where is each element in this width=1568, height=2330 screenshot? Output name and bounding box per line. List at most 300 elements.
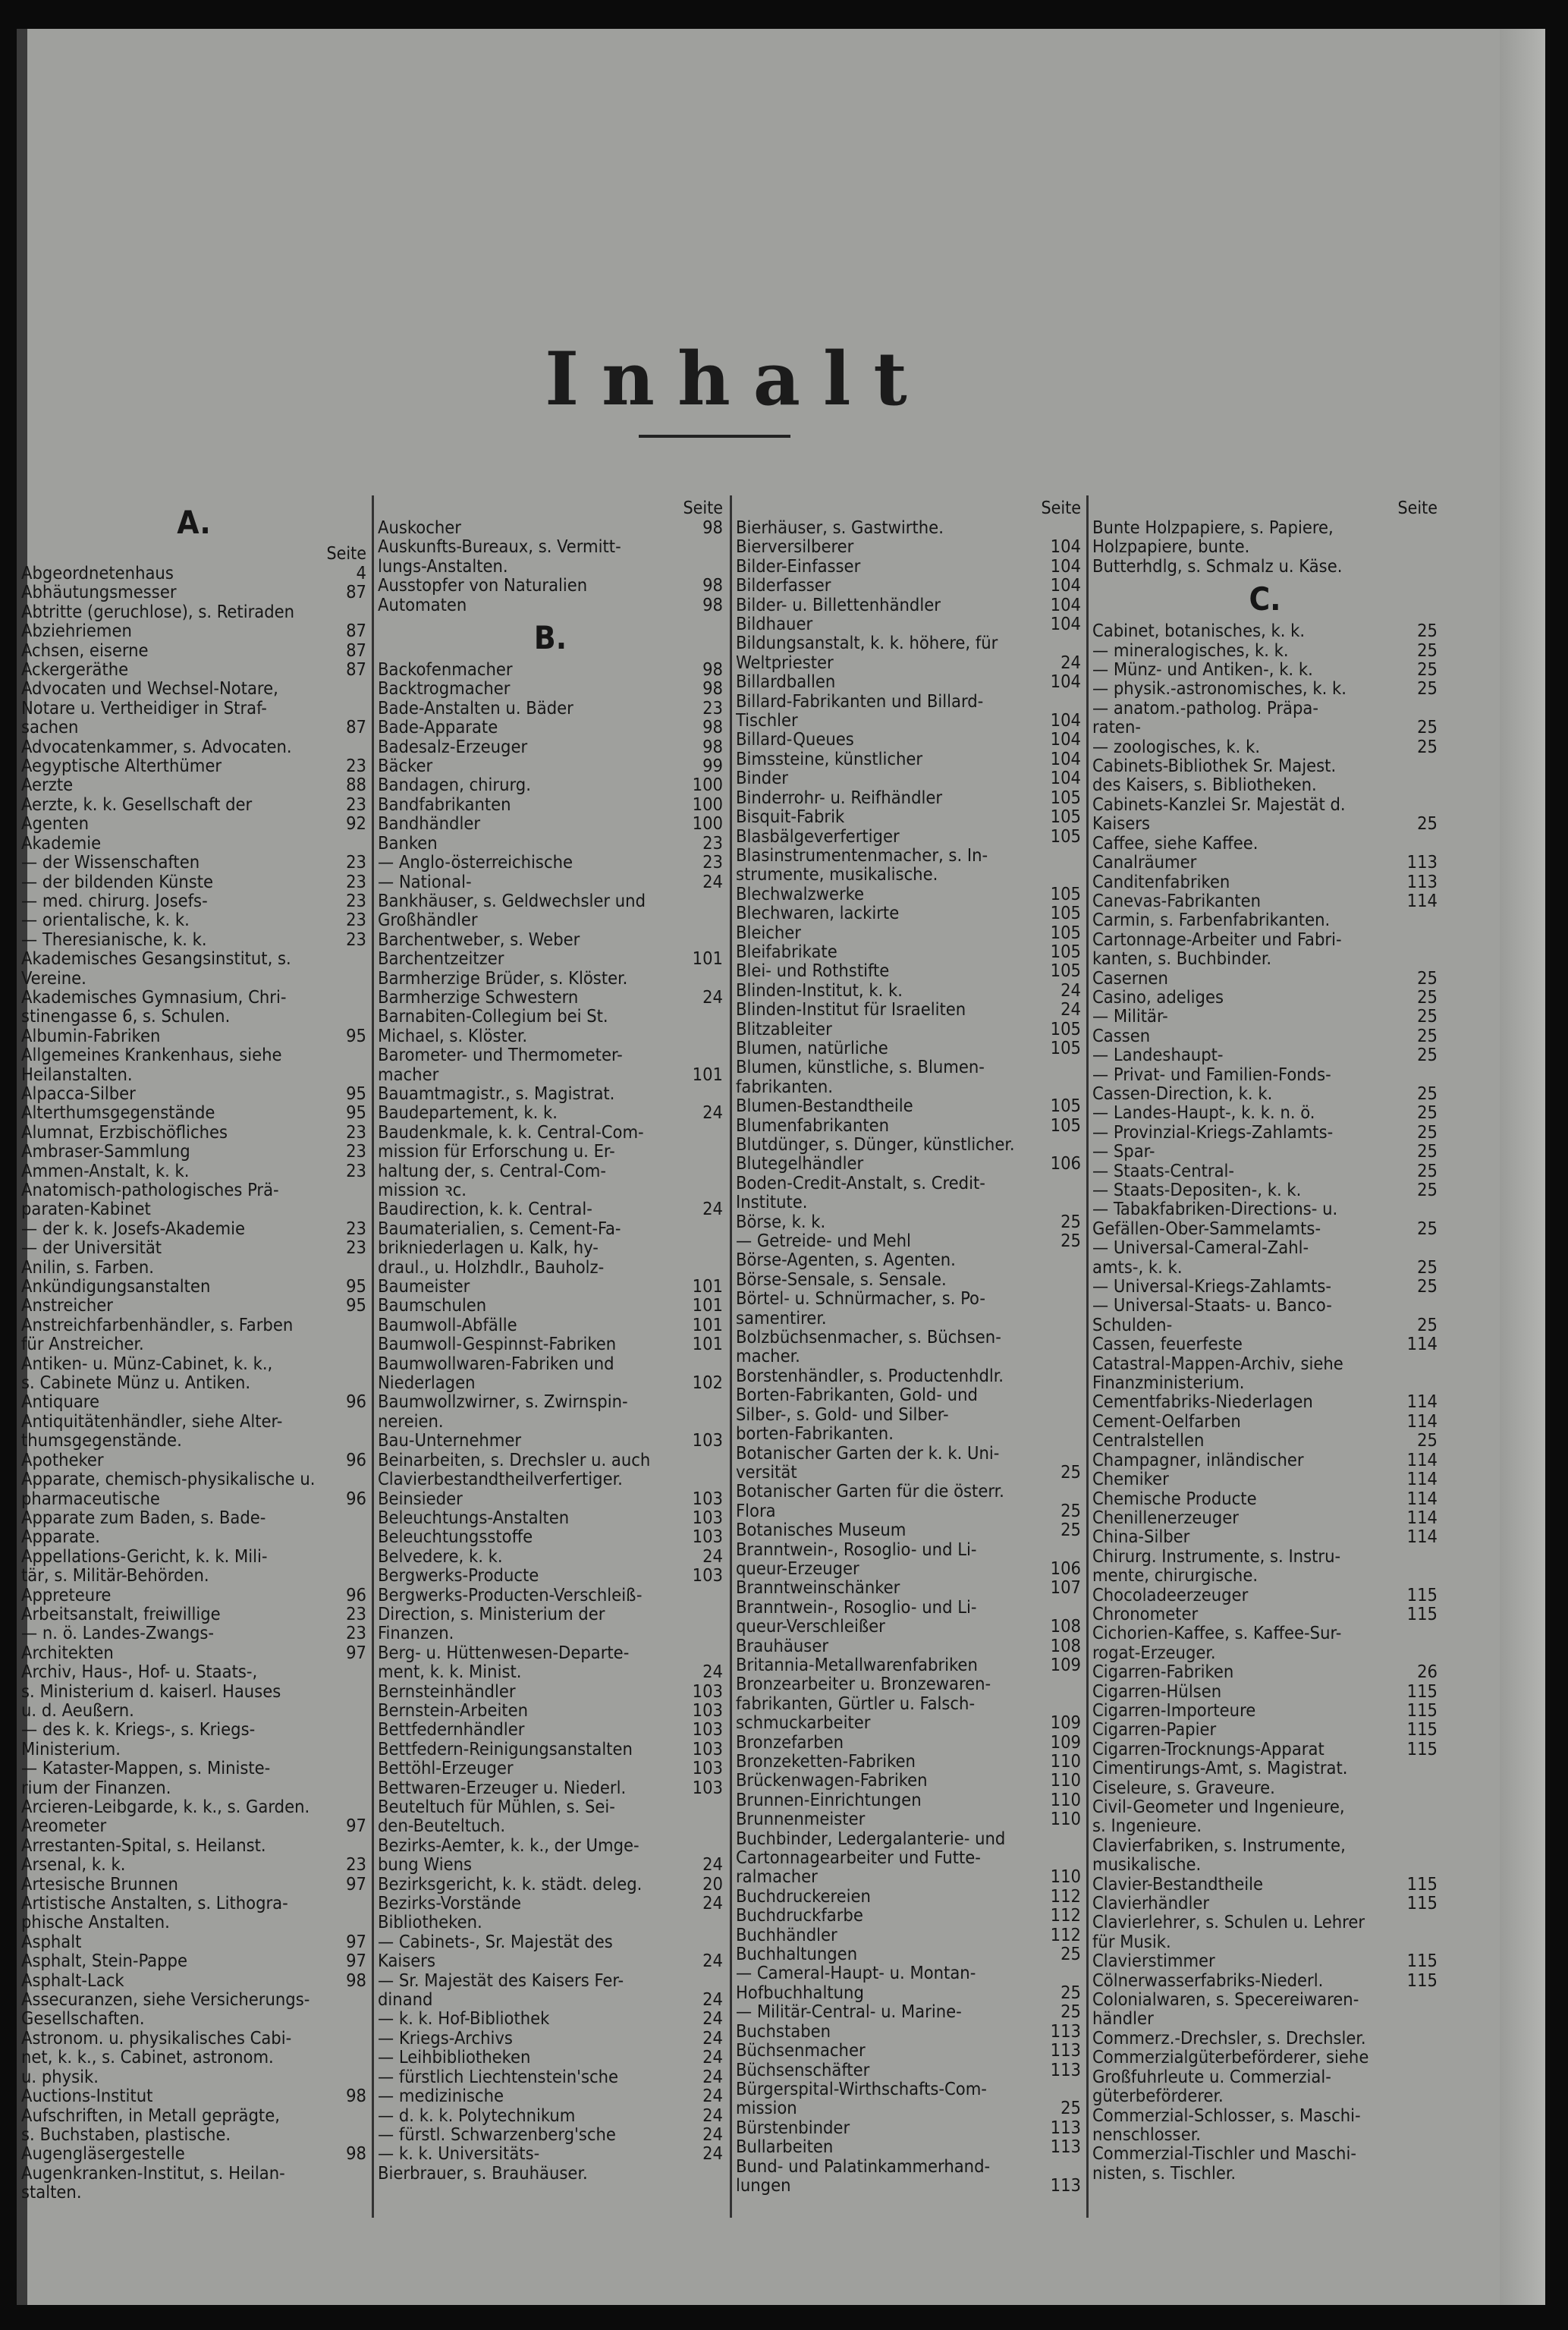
index-entry bbox=[21, 1971, 366, 1990]
index-entry bbox=[736, 615, 1081, 634]
index-entry bbox=[21, 814, 366, 833]
index-entry bbox=[378, 2106, 723, 2125]
index-entry bbox=[378, 795, 723, 814]
entry-term: Clavierfabriken, s. Instrumente, bbox=[1092, 1835, 1346, 1856]
index-entry bbox=[736, 2118, 1081, 2137]
index-entry bbox=[378, 2009, 723, 2028]
index-entry bbox=[1092, 1759, 1438, 1778]
entry-term: u. d. Aeußern. bbox=[21, 1700, 134, 1721]
entry-page-number: 97 bbox=[346, 1874, 366, 1895]
entry-term: Schulden- bbox=[1092, 1315, 1173, 1335]
entry-page-number: 23 bbox=[702, 853, 723, 873]
index-entry bbox=[378, 718, 723, 737]
index-entry bbox=[378, 1527, 723, 1546]
section-letter: B. bbox=[533, 619, 567, 657]
entry-term: Baumwoll-Gespinnst-Fabriken bbox=[378, 1335, 617, 1354]
index-entry bbox=[1092, 1508, 1438, 1527]
entry-page-number: 114 bbox=[1406, 1392, 1438, 1412]
entry-page-number: 114 bbox=[1406, 1411, 1438, 1432]
entry-page-number: 25 bbox=[1061, 1212, 1081, 1232]
entry-term: Beinarbeiten, s. Drechsler u. auch bbox=[378, 1450, 651, 1470]
entry-term: Britannia-Metallwarenfabriken bbox=[736, 1655, 978, 1675]
entry-term: kanten, s. Buchbinder. bbox=[1092, 949, 1272, 969]
entry-term: Banken bbox=[378, 833, 438, 854]
entry-page-number: 100 bbox=[692, 794, 723, 815]
entry-term: — Anglo-österreichische bbox=[378, 853, 573, 873]
entry-term: Baumaterialien, s. Cement-Fa- bbox=[378, 1218, 621, 1239]
entry-term: Bezirks-Vorstände bbox=[378, 1894, 522, 1913]
entry-term: Cigarren-Fabriken bbox=[1092, 1662, 1234, 1682]
index-entry bbox=[378, 2164, 723, 2183]
entry-page-number: 103 bbox=[692, 1759, 723, 1778]
column-divider bbox=[730, 495, 732, 2218]
index-entry bbox=[1092, 814, 1438, 833]
index-entry bbox=[21, 2086, 366, 2105]
entry-term: Bezirksgericht, k. k. städt. deleg. bbox=[378, 1874, 643, 1895]
index-entry bbox=[736, 1674, 1081, 1693]
index-entry bbox=[21, 1720, 366, 1739]
entry-page-number: 87 bbox=[346, 621, 366, 641]
entry-page-number: 25 bbox=[1417, 968, 1438, 988]
index-entry bbox=[378, 1662, 723, 1681]
entry-term: Artistische Anstalten, s. Lithogra- bbox=[21, 1894, 288, 1913]
entry-term: Blumen-Bestandtheile bbox=[736, 1096, 913, 1116]
entry-term: s. Buchstaben, plastische. bbox=[21, 2124, 231, 2145]
entry-page-number: 115 bbox=[1406, 1604, 1438, 1624]
entry-term: Colonialwaren, s. Specereiwaren- bbox=[1092, 1990, 1359, 2010]
entry-page-number: 23 bbox=[346, 1218, 366, 1239]
entry-term: Aegyptische Alterthümer bbox=[21, 756, 222, 776]
index-entry bbox=[1092, 891, 1438, 910]
entry-term: Brunnen-Einrichtungen bbox=[736, 1790, 922, 1810]
entry-term: Beuteltuch für Mühlen, s. Sei- bbox=[378, 1797, 615, 1817]
index-entry bbox=[1092, 1586, 1438, 1605]
index-entry bbox=[1092, 1354, 1438, 1373]
index-entry bbox=[736, 1598, 1081, 1617]
index-entry bbox=[736, 2041, 1081, 2060]
entry-term: Börse-Sensale, s. Sensale. bbox=[736, 1269, 947, 1290]
entry-page-number: 24 bbox=[702, 1103, 723, 1123]
entry-term: Akademisches Gymnasium, Chri- bbox=[21, 987, 287, 1008]
seite-label: Seite bbox=[326, 544, 366, 564]
index-entry bbox=[21, 1316, 366, 1335]
entry-term: Cimentirungs-Amt, s. Magistrat. bbox=[1092, 1759, 1348, 1778]
index-entry bbox=[21, 1759, 366, 1778]
entry-page-number: 95 bbox=[346, 1103, 366, 1123]
entry-page-number: 113 bbox=[1050, 2118, 1081, 2138]
entry-term: Cigarren-Importeure bbox=[1092, 1700, 1256, 1721]
entry-term: Aerzte, k. k. Gesellschaft der bbox=[21, 794, 253, 815]
index-entry bbox=[21, 2144, 366, 2163]
entry-term: Bund- und Palatinkammerhand- bbox=[736, 2156, 991, 2176]
index-entry bbox=[736, 1347, 1081, 1366]
entry-page-number: 113 bbox=[1050, 2137, 1081, 2157]
entry-page-number: 115 bbox=[1406, 1720, 1438, 1740]
entry-term: Beinsieder bbox=[378, 1489, 463, 1508]
index-entry bbox=[21, 1586, 366, 1605]
entry-term: — Münz- und Antiken-, k. k. bbox=[1092, 660, 1313, 680]
index-entry bbox=[1092, 1547, 1438, 1566]
entry-term: Commerzialgüterbeförderer, siehe bbox=[1092, 2048, 1369, 2067]
entry-term: — medizinische bbox=[378, 2086, 504, 2106]
entry-term: Cabinets-Bibliothek Sr. Majest. bbox=[1092, 756, 1337, 776]
entry-term: Großhändler bbox=[378, 910, 478, 930]
entry-page-number: 25 bbox=[1417, 1046, 1438, 1065]
entry-page-number: 103 bbox=[692, 1681, 723, 1701]
entry-page-number: 25 bbox=[1417, 1026, 1438, 1046]
entry-page-number: 24 bbox=[702, 2009, 723, 2029]
index-entry bbox=[378, 1296, 723, 1315]
entry-term: Appreteure bbox=[21, 1585, 112, 1605]
index-entry bbox=[1092, 2164, 1438, 2183]
entry-page-number: 25 bbox=[1061, 1520, 1081, 1540]
index-entry bbox=[1092, 2125, 1438, 2144]
index-entry bbox=[378, 1508, 723, 1527]
index-entry bbox=[378, 1162, 723, 1181]
index-entry bbox=[21, 1932, 366, 1951]
entry-term: Ausstopfer von Naturalien bbox=[378, 576, 588, 596]
entry-page-number: 104 bbox=[1050, 576, 1081, 596]
entry-page-number: 100 bbox=[692, 775, 723, 795]
index-entry bbox=[736, 672, 1081, 691]
entry-term: Ciseleure, s. Graveure. bbox=[1092, 1778, 1275, 1797]
entry-term: Bimssteine, künstlicher bbox=[736, 749, 923, 769]
entry-term: Botanischer Garten der k. k. Uni- bbox=[736, 1443, 1000, 1463]
entry-term: Büchsenmacher bbox=[736, 2041, 866, 2061]
entry-term: Alumnat, Erzbischöfliches bbox=[21, 1122, 228, 1143]
index-entry bbox=[21, 1335, 366, 1354]
index-entry bbox=[736, 1810, 1081, 1828]
entry-page-number: 114 bbox=[1406, 1450, 1438, 1470]
index-entry bbox=[378, 1797, 723, 1816]
entry-term: Weltpriester bbox=[736, 652, 834, 673]
entry-term: — Landeshaupt- bbox=[1092, 1046, 1224, 1065]
entry-term: — Cabinets-, Sr. Majestät des bbox=[378, 1932, 613, 1952]
entry-page-number: 101 bbox=[692, 1064, 723, 1084]
index-entry bbox=[1092, 1951, 1438, 1970]
entry-page-number: 95 bbox=[346, 1026, 366, 1046]
index-entry bbox=[736, 2157, 1081, 2176]
index-entry bbox=[736, 1540, 1081, 1559]
entry-term: Blasbälgeverfertiger bbox=[736, 826, 900, 846]
entry-page-number: 25 bbox=[1417, 1181, 1438, 1200]
index-entry bbox=[736, 1250, 1081, 1269]
entry-term: Bau-Unternehmer bbox=[378, 1431, 522, 1451]
entry-page-number: 98 bbox=[702, 576, 723, 596]
index-entry bbox=[1092, 621, 1438, 640]
index-entry bbox=[1092, 1027, 1438, 1046]
entry-page-number: 95 bbox=[346, 1277, 366, 1297]
entry-term: Branntwein-, Rosoglio- und Li- bbox=[736, 1539, 977, 1559]
entry-term: Niederlagen bbox=[378, 1373, 476, 1393]
index-entry bbox=[1092, 1431, 1438, 1450]
entry-term: Bleifabrikate bbox=[736, 942, 837, 962]
index-entry bbox=[21, 1836, 366, 1855]
entry-term: — k. k. Hof-Bibliothek bbox=[378, 2009, 550, 2029]
index-entry bbox=[21, 1624, 366, 1643]
entry-page-number: 87 bbox=[346, 640, 366, 661]
index-entry bbox=[378, 1181, 723, 1200]
entry-term: — der k. k. Josefs-Akademie bbox=[21, 1218, 245, 1239]
index-entry bbox=[378, 1316, 723, 1335]
entry-term: Tischler bbox=[736, 711, 798, 731]
entry-term: Binder bbox=[736, 769, 788, 788]
entry-page-number: 24 bbox=[702, 1662, 723, 1682]
entry-page-number: 25 bbox=[1417, 660, 1438, 680]
entry-page-number: 115 bbox=[1406, 1894, 1438, 1913]
entry-term: Blumen, natürliche bbox=[736, 1038, 888, 1058]
entry-term: Binderrohr- u. Reifhändler bbox=[736, 788, 943, 808]
entry-term: Cabinet, botanisches, k. k. bbox=[1092, 621, 1306, 641]
entry-term: Canevas-Fabrikanten bbox=[1092, 891, 1262, 911]
index-entry bbox=[736, 2080, 1081, 2099]
index-entry bbox=[736, 634, 1081, 652]
entry-term: Bolzbüchsenmacher, s. Büchsen- bbox=[736, 1328, 1001, 1347]
entry-page-number: 105 bbox=[1050, 884, 1081, 904]
index-entry bbox=[21, 1489, 366, 1508]
index-entry bbox=[1092, 1123, 1438, 1142]
index-entry bbox=[1092, 1162, 1438, 1181]
index-entry bbox=[21, 1643, 366, 1662]
index-entry bbox=[736, 1309, 1081, 1328]
entry-term: Hofbuchhaltung bbox=[736, 1983, 864, 2003]
index-entry bbox=[378, 1489, 723, 1508]
entry-page-number: 113 bbox=[1406, 872, 1438, 891]
index-entry bbox=[736, 981, 1081, 1000]
index-entry bbox=[736, 1424, 1081, 1443]
entry-term: für Anstreicher. bbox=[21, 1335, 144, 1354]
index-entry bbox=[1092, 699, 1438, 718]
entry-term: — Theresianische, k. k. bbox=[21, 929, 207, 950]
entry-term: borten-Fabrikanten. bbox=[736, 1424, 894, 1444]
index-entry bbox=[1092, 1258, 1438, 1277]
index-entry bbox=[736, 1328, 1081, 1347]
entry-page-number: 106 bbox=[1050, 1154, 1081, 1174]
entry-term: net, k. k., s. Cabinet, astronom. bbox=[21, 2048, 274, 2067]
entry-term: thumsgegenstände. bbox=[21, 1431, 182, 1451]
index-entry bbox=[1092, 1855, 1438, 1874]
entry-term: Brauhäuser bbox=[736, 1636, 829, 1656]
entry-page-number: 110 bbox=[1050, 1810, 1081, 1829]
entry-term: Agenten bbox=[21, 814, 89, 834]
index-entry bbox=[1092, 1046, 1438, 1064]
entry-term: rium der Finanzen. bbox=[21, 1778, 171, 1797]
entry-term: Cigarren-Hülsen bbox=[1092, 1681, 1222, 1701]
entry-term: Botanisches Museum bbox=[736, 1520, 907, 1540]
entry-term: nenschlosser. bbox=[1092, 2124, 1201, 2145]
entry-term: stalten. bbox=[21, 2183, 82, 2203]
index-entry bbox=[378, 2086, 723, 2105]
entry-page-number: 114 bbox=[1406, 1489, 1438, 1508]
index-entry bbox=[1092, 1778, 1438, 1797]
entry-term: Cabinets-Kanzlei Sr. Majestät d. bbox=[1092, 794, 1346, 815]
entry-term: Blutegelhändler bbox=[736, 1154, 864, 1174]
index-entry bbox=[1092, 1701, 1438, 1720]
entry-term: Barchentzeitzer bbox=[378, 949, 504, 969]
entry-page-number: 103 bbox=[692, 1566, 723, 1586]
index-entry bbox=[21, 2029, 366, 2048]
entry-page-number: 25 bbox=[1061, 2099, 1081, 2118]
index-entry bbox=[21, 1392, 366, 1411]
index-entry bbox=[378, 1875, 723, 1894]
entry-page-number: 25 bbox=[1417, 1007, 1438, 1027]
index-entry bbox=[378, 1373, 723, 1392]
entry-page-number: 24 bbox=[702, 1855, 723, 1875]
index-column-2 bbox=[378, 499, 723, 2183]
entry-term: Buchstaben bbox=[736, 2021, 831, 2042]
index-entry bbox=[1092, 2009, 1438, 2028]
entry-page-number: 104 bbox=[1050, 749, 1081, 769]
entry-term: Casino, adeliges bbox=[1092, 987, 1224, 1008]
entry-term: Arsenal, k. k. bbox=[21, 1855, 126, 1875]
entry-page-number: 23 bbox=[346, 794, 366, 815]
entry-term: Butterhdlg, s. Schmalz u. Käse. bbox=[1092, 556, 1343, 577]
entry-term: dinand bbox=[378, 1990, 433, 2010]
entry-page-number: 25 bbox=[1061, 1231, 1081, 1251]
entry-term: Advocaten und Wechsel-Notare, bbox=[21, 679, 278, 699]
entry-term: des Kaisers, s. Bibliotheken. bbox=[1092, 775, 1317, 795]
entry-term: nisten, s. Tischler. bbox=[1092, 2163, 1236, 2184]
index-entry bbox=[21, 775, 366, 794]
entry-term: Champagner, inländischer bbox=[1092, 1450, 1304, 1470]
entry-term: — Cameral-Haupt- u. Montan- bbox=[736, 1964, 976, 1983]
entry-page-number: 24 bbox=[702, 872, 723, 891]
entry-term: Billard-Fabrikanten und Billard- bbox=[736, 691, 984, 712]
index-entry bbox=[21, 873, 366, 891]
index-entry bbox=[1092, 834, 1438, 853]
entry-term: Bettfedern-Reinigungsanstalten bbox=[378, 1739, 633, 1759]
entry-term: Ackergeräthe bbox=[21, 660, 129, 680]
index-entry bbox=[21, 1373, 366, 1392]
entry-page-number: 103 bbox=[692, 1778, 723, 1797]
entry-term: Bilder-Einfasser bbox=[736, 556, 861, 577]
index-entry bbox=[21, 718, 366, 737]
entry-page-number: 97 bbox=[346, 1643, 366, 1663]
section-letter: C. bbox=[1249, 580, 1281, 618]
index-entry bbox=[736, 1520, 1081, 1539]
entry-term: pharmaceutische bbox=[21, 1489, 160, 1508]
entry-page-number: 24 bbox=[1061, 980, 1081, 1001]
section-letter: A. bbox=[177, 504, 211, 541]
index-column-3 bbox=[736, 499, 1081, 2195]
entry-page-number: 103 bbox=[692, 1720, 723, 1740]
index-entry bbox=[378, 518, 723, 537]
entry-term: Baumwollwaren-Fabriken und bbox=[378, 1354, 614, 1374]
entry-page-number: 110 bbox=[1050, 1867, 1081, 1887]
index-entry bbox=[1092, 949, 1438, 968]
index-entry bbox=[378, 1547, 723, 1566]
index-entry bbox=[1092, 930, 1438, 949]
entry-term: s. Ingenieure. bbox=[1092, 1816, 1202, 1836]
entry-term: Bürstenbinder bbox=[736, 2118, 850, 2138]
index-page bbox=[17, 29, 1545, 2305]
entry-term: Silber-, s. Gold- und Silber- bbox=[736, 1404, 949, 1425]
index-entry bbox=[21, 1816, 366, 1835]
entry-page-number: 25 bbox=[1061, 1501, 1081, 1521]
entry-term: Barmherzige Schwestern bbox=[378, 987, 579, 1008]
entry-term: güterbeförderer. bbox=[1092, 2086, 1224, 2106]
entry-page-number: 25 bbox=[1417, 1103, 1438, 1123]
entry-page-number: 24 bbox=[702, 2067, 723, 2087]
entry-term: Badesalz-Erzeuger bbox=[378, 737, 528, 757]
index-entry bbox=[736, 1887, 1081, 1906]
entry-term: — Kataster-Mappen, s. Ministe- bbox=[21, 1759, 271, 1778]
entry-term: draul., u. Holzhdlr., Bauholz- bbox=[378, 1257, 605, 1278]
entry-term: — fürstl. Schwarzenberg'sche bbox=[378, 2124, 616, 2145]
entry-term: Cichorien-Kaffee, s. Kaffee-Sur- bbox=[1092, 1624, 1342, 1643]
index-entry bbox=[21, 1662, 366, 1681]
index-entry bbox=[1092, 2048, 1438, 2067]
entry-term: Aufschriften, in Metall geprägte, bbox=[21, 2105, 280, 2125]
entry-term: queur-Verschleißer bbox=[736, 1617, 885, 1637]
entry-term: Bierhäuser, s. Gastwirthe. bbox=[736, 518, 944, 538]
entry-term: Baudirection, k. k. Central- bbox=[378, 1200, 592, 1219]
index-entry bbox=[21, 2048, 366, 2067]
entry-page-number: 97 bbox=[346, 1951, 366, 1971]
index-entry bbox=[378, 679, 723, 698]
entry-term: strumente, musikalische. bbox=[736, 865, 938, 885]
entry-term: Clavierstimmer bbox=[1092, 1951, 1215, 1971]
index-entry bbox=[1092, 1084, 1438, 1103]
entry-term: haltung der, s. Central-Com- bbox=[378, 1161, 606, 1181]
entry-page-number: 98 bbox=[346, 2086, 366, 2106]
index-entry bbox=[736, 1983, 1081, 2002]
entry-term: Billard-Queues bbox=[736, 730, 854, 750]
entry-term: Ministerium. bbox=[21, 1739, 121, 1759]
entry-page-number: 23 bbox=[346, 1161, 366, 1181]
index-entry bbox=[1092, 537, 1438, 556]
index-entry bbox=[378, 596, 723, 615]
entry-term: Antiquitätenhändler, siehe Alter- bbox=[21, 1411, 283, 1432]
entry-term: Clavier-Bestandtheile bbox=[1092, 1874, 1264, 1895]
index-entry bbox=[21, 853, 366, 872]
index-entry bbox=[736, 961, 1081, 980]
entry-term: Kaisers bbox=[1092, 814, 1151, 834]
entry-term: Assecuranzen, siehe Versicherungs- bbox=[21, 1990, 310, 2010]
entry-term: Bauamtmagistr., s. Magistrat. bbox=[378, 1083, 615, 1104]
index-entry bbox=[1092, 1219, 1438, 1238]
index-entry bbox=[378, 1065, 723, 1084]
entry-term: — med. chirurg. Josefs- bbox=[21, 891, 208, 911]
index-entry bbox=[21, 930, 366, 949]
entry-page-number: 23 bbox=[346, 1122, 366, 1143]
index-entry bbox=[378, 1816, 723, 1835]
entry-page-number: 4 bbox=[356, 564, 366, 583]
entry-term: Cement-Oelfarben bbox=[1092, 1411, 1241, 1432]
index-entry bbox=[378, 1123, 723, 1142]
entry-term: Bibliotheken. bbox=[378, 1913, 482, 1932]
entry-term: — der Universität bbox=[21, 1238, 162, 1258]
entry-term: Commerzial-Tischler und Maschi- bbox=[1092, 2144, 1356, 2164]
entry-page-number: 105 bbox=[1050, 1038, 1081, 1058]
entry-term: Asphalt, Stein-Pappe bbox=[21, 1951, 187, 1971]
index-entry bbox=[378, 1258, 723, 1277]
entry-term: Cigarren-Trocknungs-Apparat bbox=[1092, 1739, 1324, 1759]
entry-term: Bunte Holzpapiere, s. Papiere, bbox=[1092, 518, 1334, 538]
entry-term: Anstreichfarbenhändler, s. Farben bbox=[21, 1315, 294, 1335]
index-entry bbox=[21, 1046, 366, 1064]
index-entry bbox=[378, 1084, 723, 1103]
index-entry bbox=[1092, 1932, 1438, 1951]
entry-term: Anilin, s. Farben. bbox=[21, 1257, 154, 1278]
entry-page-number: 24 bbox=[702, 2105, 723, 2125]
entry-term: Cartonnage-Arbeiter und Fabri- bbox=[1092, 929, 1342, 950]
entry-page-number: 110 bbox=[1050, 1771, 1081, 1791]
entry-term: — des k. k. Kriegs-, s. Kriegs- bbox=[21, 1720, 256, 1740]
index-entry bbox=[21, 1875, 366, 1894]
index-entry bbox=[1092, 1990, 1438, 2009]
index-entry bbox=[21, 641, 366, 660]
